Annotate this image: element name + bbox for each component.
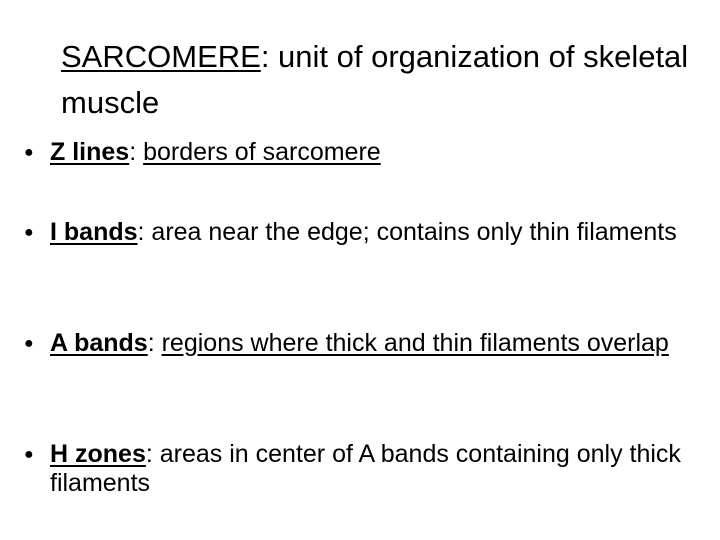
bullet-icon: ● <box>24 224 34 241</box>
item-term: I bands <box>50 218 138 246</box>
item-description: borders of sarcomere <box>143 138 381 166</box>
item-separator: : <box>137 218 152 246</box>
title-term: SARCOMERE <box>61 39 261 74</box>
item-term: Z lines <box>50 138 130 166</box>
title-rest: : unit of organization of skeletal muscle <box>61 39 689 120</box>
slide-title <box>61 34 701 126</box>
item-description: areas in center of A bands containing only thick filaments <box>50 440 681 497</box>
bullet-icon: ● <box>24 144 34 161</box>
item-description: regions where thick and thin filaments overlap <box>161 329 669 357</box>
list-item-h-zones <box>24 440 694 498</box>
list-item-a-bands <box>24 329 694 358</box>
item-description: area near the edge; contains only thin filaments <box>151 218 677 246</box>
list-item-z-lines <box>24 138 694 167</box>
item-separator: : <box>129 138 144 166</box>
bullet-icon: ● <box>24 446 34 463</box>
item-term: A bands <box>50 329 148 357</box>
list-item-i-bands <box>24 218 694 247</box>
item-separator: : <box>147 329 162 357</box>
item-term: H zones <box>50 440 146 468</box>
item-separator: : <box>145 440 160 468</box>
bullet-icon: ● <box>24 335 34 352</box>
